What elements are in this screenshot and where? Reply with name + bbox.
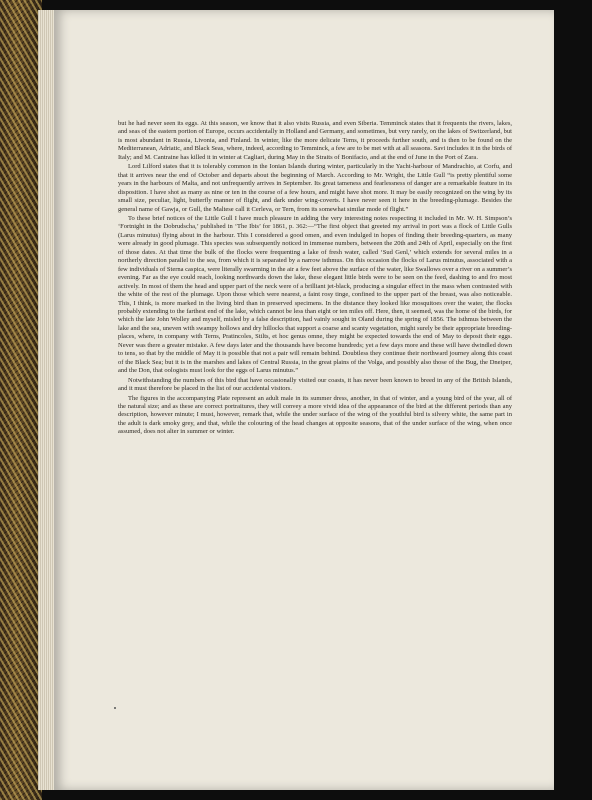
body-text — [118, 120, 512, 437]
paragraph: Notwithstanding the numbers of this bird that have occasionally visited our coasts, it has never been known to breed in any of the British Islands, and it must therefore be placed in the list of our accidental visitors. — [118, 376, 512, 393]
marbled-fore-edge — [0, 0, 42, 800]
paragraph: The figures in the accompanying Plate represent an adult male in its summer dress, another, in that of winter, and a young bird of the year, all of the natural size; and as these are correct portraitures, they will convey a more vivid idea of the appearance of the bird at the different periods than any description, however minute; I must, however, remark that, while the under surface of the wing of the youthful bird is silvery white, the same part in the adult is dark smoky grey, and that, while the colouring of the head changes at opposite seasons, that of the under surface of the wing, when once assumed, does not alter in summer or winter. — [118, 394, 512, 436]
paragraph: To these brief notices of the Little Gull I have much pleasure in adding the very interesting notes respecting it included in Mr. W. H. Simpson’s ‘Fortnight in the Dobrudscha,’ published in ‘The Ibis’ for 1861, p. 362:—“The first object that greeted my arrival in port was a flock of Little Gulls (Larus minutus) flying about in the harbour. This I considered a good omen, and even indulged in hopes of finding their breeding-quarters, as many were already in good plumage. This species was subsequently noticed in immense numbers, between the 20th and 24th of April, especially on the first of those dates. At that time the bulk of the flocks were frequenting a lake of fresh water, called ‘Sud Genl,’ which extends for several miles in a northerly direction parallel to the sea, from which it is separated by a narrow isthmus. On this occasion the flocks of Larus minutus, associated with a few individuals of Sterna caspica, were literally swarming in the air a few feet above the surface of the water, like Swallows over a river on a summer’s evening. Far as the eye could reach, looking northwards down the lake, these elegant little birds were to be seen on the feed, dashing to and fro most actively. In most of them the head and upper part of the neck were of a brilliant jet-black, producing a singular effect in the mass when contrasted with the white of the rest of the plumage. Upon those which were nearest, a faint rosy tinge, confined to the upper part of the breast, was also noticeable. This, I think, is more marked in the living bird than in preserved specimens. In the distance they looked like mosquitoes over the water, the flocks probably extending to the farthest end of the lake, which cannot be less than eight or ten miles off. Here, then, it seemed, was the home of the birds, for which the late John Wolley and myself, misled by a false description, had vainly sought in Oland during the spring of 1856. The isthmus between the lake and the sea, uneven with swampy hollows and dry hillocks that support a coarse and scanty vegetation, might surely be their appropriate breeding-places, where, in company with Terns, Pratincoles, Stilts, et hoc genus omne, they might be expected towards the end of May to deposit their eggs. Never was there a greater mistake. A few days later and the thousands have become hundreds; yet a few days more and these will have dwindled down to tens, so that by the middle of May it is possible that not a pair will remain behind. Doubtless they continue their northward journey along this coast of the Black Sea; but it is in the marshes and lakes of Central Russia, in the great plains of the Volga, and possibly also those of the Bug, the Dneiper, and the Don, that oologists must look for the eggs of Larus minutus.” — [118, 214, 512, 375]
paragraph: but he had never seen its eggs. At this season, we know that it also visits Russia, and even Siberia. Temminck states that it frequents the rivers, lakes, and seas of the eastern portion of Europe, occurs accidentally in Holland and Germany, and sometimes, but very rarely, on the lakes of Switzerland, but is most abundant in Russia, Livonia, and Finland. In winter, like the more delicate Terns, it proceeds further south, and is then to be found on the Mediterranean, Adriatic, and Black Seas, where, indeed, according to Temminck, a few are to be met with at all seasons. Savi includes it in the birds of Italy; and M. Cantraine has killed it in winter at Cagliari, during May in the Straits of Bonifacio, and at the end of June in the Port of Zara. — [118, 120, 512, 161]
page-speck — [114, 707, 116, 709]
paragraph: Lord Lilford states that it is tolerably common in the Ionian Islands during winter, particularly in the Yacht-harbour of Mandrachio, at Corfu, and that it arrives near the end of October and departs about the beginning of March. According to Mr. Wright, the Little Gull “is pretty plentiful some years in the harbours of Malta, and not unfrequently arrives in September. Its great tameness and fearlessness of danger are a remarkable feature in its disposition. I have shot as many as nine or ten in the course of a few hours, and might have shot more. It may be easily recognized on the wing by its small size, peculiar, light, butterfly manner of flight, and dark under wing-coverts. I have never seen it here in the breeding-plumage. Besides the general name of Gawja, or Gull, the Maltese call it Cerleva, or Tern, from its somewhat similar mode of flight.” — [118, 163, 512, 213]
page-stack-edge — [38, 10, 54, 790]
